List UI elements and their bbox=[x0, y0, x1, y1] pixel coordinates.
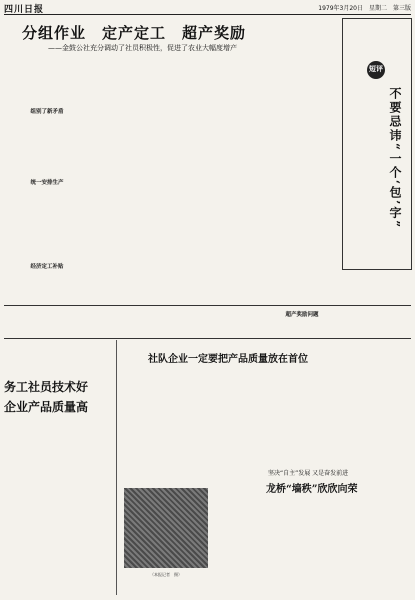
feature-kicker: 坚决“自主”发展 又是奋发前进 bbox=[268, 470, 349, 477]
lead-body-col-2 bbox=[92, 58, 170, 103]
side-headline-2: 企业产品质量高 bbox=[4, 400, 89, 414]
photo-caption: （本报记者 摄） bbox=[150, 572, 182, 577]
newspaper-name: 四川日报 bbox=[4, 5, 45, 15]
section-heading-3: 经济定工补贴 bbox=[30, 264, 64, 270]
divider-upper bbox=[4, 305, 411, 306]
lead-headline: 分组作业 定产定工 超产奖励 bbox=[22, 24, 247, 42]
lead-body-col-3 bbox=[176, 58, 254, 103]
lead-subhead: ——金鼓公社充分调动了社员积极性，促进了农业大幅度增产 bbox=[48, 44, 237, 52]
section-heading-1: 组别了新矛盾 bbox=[30, 109, 64, 115]
divider-lower bbox=[4, 338, 411, 339]
rural-article-title: 社队企业一定要把产品质量放在首位 bbox=[148, 354, 308, 365]
column-divider bbox=[116, 340, 117, 595]
masthead bbox=[4, 2, 411, 15]
news-photo bbox=[124, 488, 208, 568]
feature-title: 龙桥“墙秩”欣欣向荣 bbox=[266, 484, 358, 495]
editorial-box bbox=[342, 18, 412, 270]
lead-body-col-1 bbox=[8, 58, 86, 103]
section-heading-4: 超产奖励问题 bbox=[285, 312, 319, 318]
side-headline-1: 务工社员技术好 bbox=[4, 380, 89, 394]
section-heading-2: 统一安排生产 bbox=[30, 180, 64, 186]
issue-date: 1979年3月20日 星期二 第三版 bbox=[318, 5, 411, 12]
editorial-badge: 短评 bbox=[367, 61, 385, 79]
editorial-title: 不要忌讳“一个‘包’字” bbox=[388, 87, 402, 230]
